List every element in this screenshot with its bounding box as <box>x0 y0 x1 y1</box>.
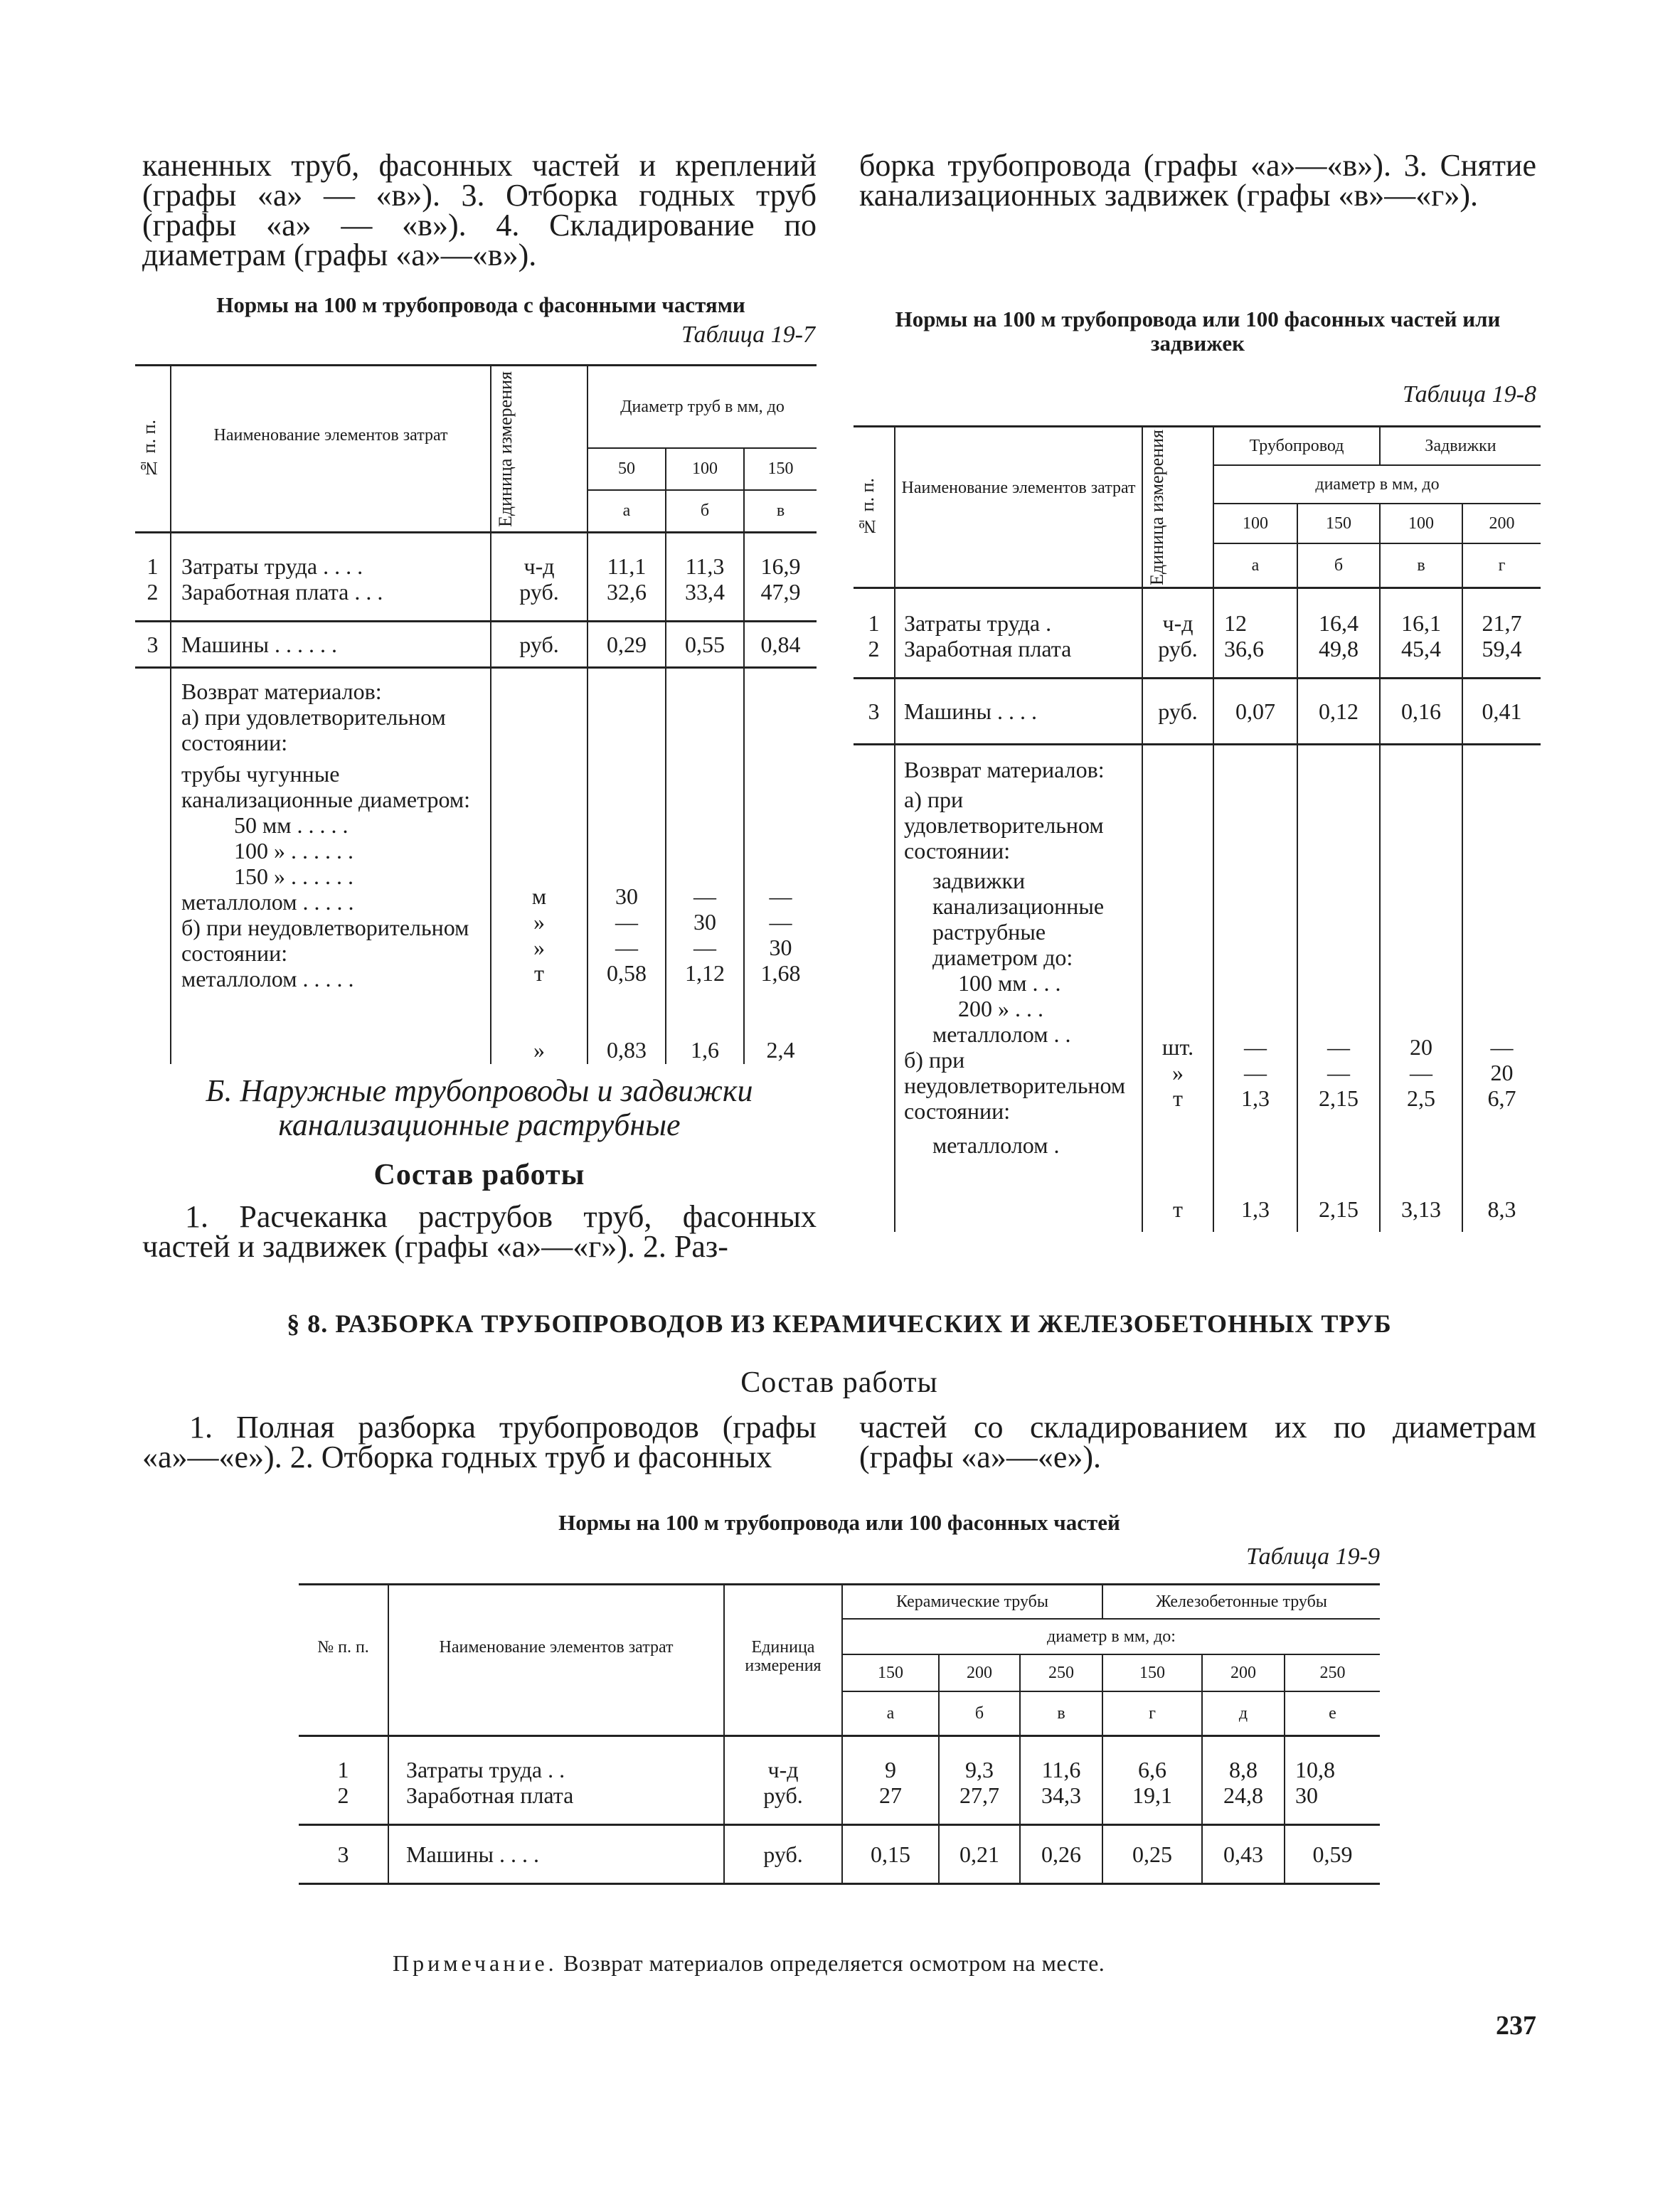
table-19-9: № п. п. Наименование элементов затрат Единица измерения Керамические трубы Железобетонные трубы диаметр в мм, до: 150 200 250 150 200 250 а б в г д е 1 2 Затраты труда . . Заработная плата ч-д руб. 9 27 9,3 27,7 11,6 34,3 6,6 19,1 8,8 24,8 10,8 30 3 Машины . . . . руб. 0,15 0,21 0,26 0,25 0,43 0,59 <box>299 1583 1380 1885</box>
right-intro-text: борка трубопровода (графы «а»—«в»). 3. Снятие канализационных задвижек (графы «в»—«г»). <box>859 148 1536 213</box>
page-number: 237 <box>1496 2011 1536 2041</box>
header-no: № п. п. <box>299 1585 388 1736</box>
diam-100: 100 <box>666 448 744 490</box>
left-intro-text: каненных труб, фасонных частей и креплений (графы «а» — «в»). 3. Отборка годных труб (графы «а» — «в»). 4. Складирование по диаметрам (графы «а»—«в»). <box>142 148 817 272</box>
header-unit: Единица измерения <box>495 371 516 527</box>
diam-150: 150 <box>744 448 817 490</box>
header-diameter: диаметр в мм, до <box>1213 465 1541 504</box>
table-19-8-label: Таблица 19-8 <box>1403 381 1536 408</box>
header-unit: Единица измерения <box>1147 429 1167 585</box>
table-19-7-label: Таблица 19-7 <box>681 321 815 348</box>
header-name: Наименование элементов затрат <box>895 427 1142 588</box>
table-19-9-label: Таблица 19-9 <box>1246 1543 1380 1570</box>
col-a: а <box>588 490 666 533</box>
left-work-title: Состав работы <box>373 1159 585 1191</box>
section-8-text-right: частей со складированием их по диаметрам (графы «а»—«е»). <box>859 1410 1536 1474</box>
header-ceramic: Керамические трубы <box>842 1585 1102 1620</box>
left-work-text: 1. Расчеканка раструбов труб, фасонных частей и задвижек (графы «а»—«г»). 2. Раз- <box>142 1199 817 1264</box>
table-19-8: № п. п. Наименование элементов затрат Единица измерения Трубопровод Задвижки диаметр в мм, до 100 150 100 200 а б в г 1 2 Затраты труда . Заработная плата ч-д руб. 12 36,6 16,4 49,8 16,1 45,4 21,7 59,4 3 Машины . . . . руб. 0,07 0,12 0,16 0,41 Возврат материалов: а) при удовлетворительном состоянии: задвижки канализационные раструбные диаметром до: 100 мм . . . 200 » . . . металлолом . . б) при неудовлетворительном состоянии: металлолом . шт. » т т — — 1,3 1,3 — — 2,15 2,15 20 — 2,5 3,13 — 20 6,7 8,3 <box>854 425 1541 1232</box>
col-c: в <box>776 501 785 521</box>
table-row: 1 2 Затраты труда . . Заработная плата ч-д руб. 9 27 9,3 27,7 11,6 34,3 6,6 19,1 8,8 24,8 10,8 30 <box>299 1736 1380 1825</box>
header-valves: Задвижки <box>1380 427 1541 465</box>
header-pipeline: Трубопровод <box>1213 427 1380 465</box>
header-diameter: Диаметр труб в мм, до <box>588 366 817 448</box>
header-concrete: Железобетонные трубы <box>1102 1585 1380 1620</box>
table-19-8-norm-title: Нормы на 100 м трубопровода или 100 фасонных частей или задвижек <box>895 307 1501 356</box>
note <box>393 1950 1388 1977</box>
table-row: 3 Машины . . . . . . руб. 0,29 0,55 0,84 <box>135 622 817 668</box>
table-row: Возврат материалов: а) при удовлетворительном состоянии: трубы чугунные канализационные диаметром: 50 мм . . . . . 100 » . . . . . . 150 » . . . . . . металлолом . . . . . б) при неудовлетворительном состоянии: металлолом . . . . . м » » т » 30 — — 0,58 0,83 — 30 — 1,12 1,6 — — 30 1,68 2,4 <box>135 668 817 1065</box>
diam-50: 50 <box>588 448 666 490</box>
table-row: 3 Машины . . . . руб. 0,15 0,21 0,26 0,25 0,43 0,59 <box>299 1825 1380 1884</box>
table-row: 1 2 Затраты труда . . . . Заработная плата . . . ч-д руб. 11,1 32,6 11,3 33,4 16,9 47,9 <box>135 533 817 622</box>
section-b-title: Б. Наружные трубопроводы и задвижки канализационные раструбные <box>206 1073 753 1142</box>
table-19-7-norm-title: Нормы на 100 м трубопровода с фасонными частями <box>216 292 745 317</box>
table-row: Возврат материалов: а) при удовлетворительном состоянии: задвижки канализационные раструбные диаметром до: 100 мм . . . 200 » . . . металлолом . . б) при неудовлетворительном состоянии: металлолом . шт. » т т — — 1,3 1,3 — — 2,15 2,15 20 — 2,5 3,13 — 20 6,7 8,3 <box>854 745 1541 1233</box>
section-8-title: § 8. РАЗБОРКА ТРУБОПРОВОДОВ ИЗ КЕРАМИЧЕСКИХ И ЖЕЛЕЗОБЕТОННЫХ ТРУБ <box>287 1309 1392 1338</box>
header-name: Наименование элементов затрат <box>171 366 491 533</box>
header-no: № п. п. <box>857 477 878 537</box>
header-diameter: диаметр в мм, до: <box>842 1619 1380 1654</box>
header-name: Наименование элементов затрат <box>388 1585 724 1736</box>
note-text: Возврат материалов определяется осмотром на месте. <box>563 1950 1105 1976</box>
table-19-7 <box>135 364 817 1064</box>
table-row: 3 Машины . . . . руб. 0,07 0,12 0,16 0,41 <box>854 679 1541 745</box>
table-row: 1 2 Затраты труда . Заработная плата ч-д руб. 12 36,6 16,4 49,8 16,1 45,4 21,7 59,4 <box>854 588 1541 679</box>
table-19-9-norm-title: Нормы на 100 м трубопровода или 100 фасонных частей <box>558 1510 1120 1535</box>
note-label: Примечание. <box>393 1950 558 1976</box>
header-no: № п. п. <box>139 419 159 479</box>
header-unit: Единица измерения <box>724 1585 842 1736</box>
section-8-work-title: Состав работы <box>740 1366 938 1399</box>
col-b: б <box>666 490 744 533</box>
section-8-text-left: 1. Полная разборка трубопроводов (графы «а»—«е»). 2. Отборка годных труб и фасонных <box>142 1410 817 1474</box>
